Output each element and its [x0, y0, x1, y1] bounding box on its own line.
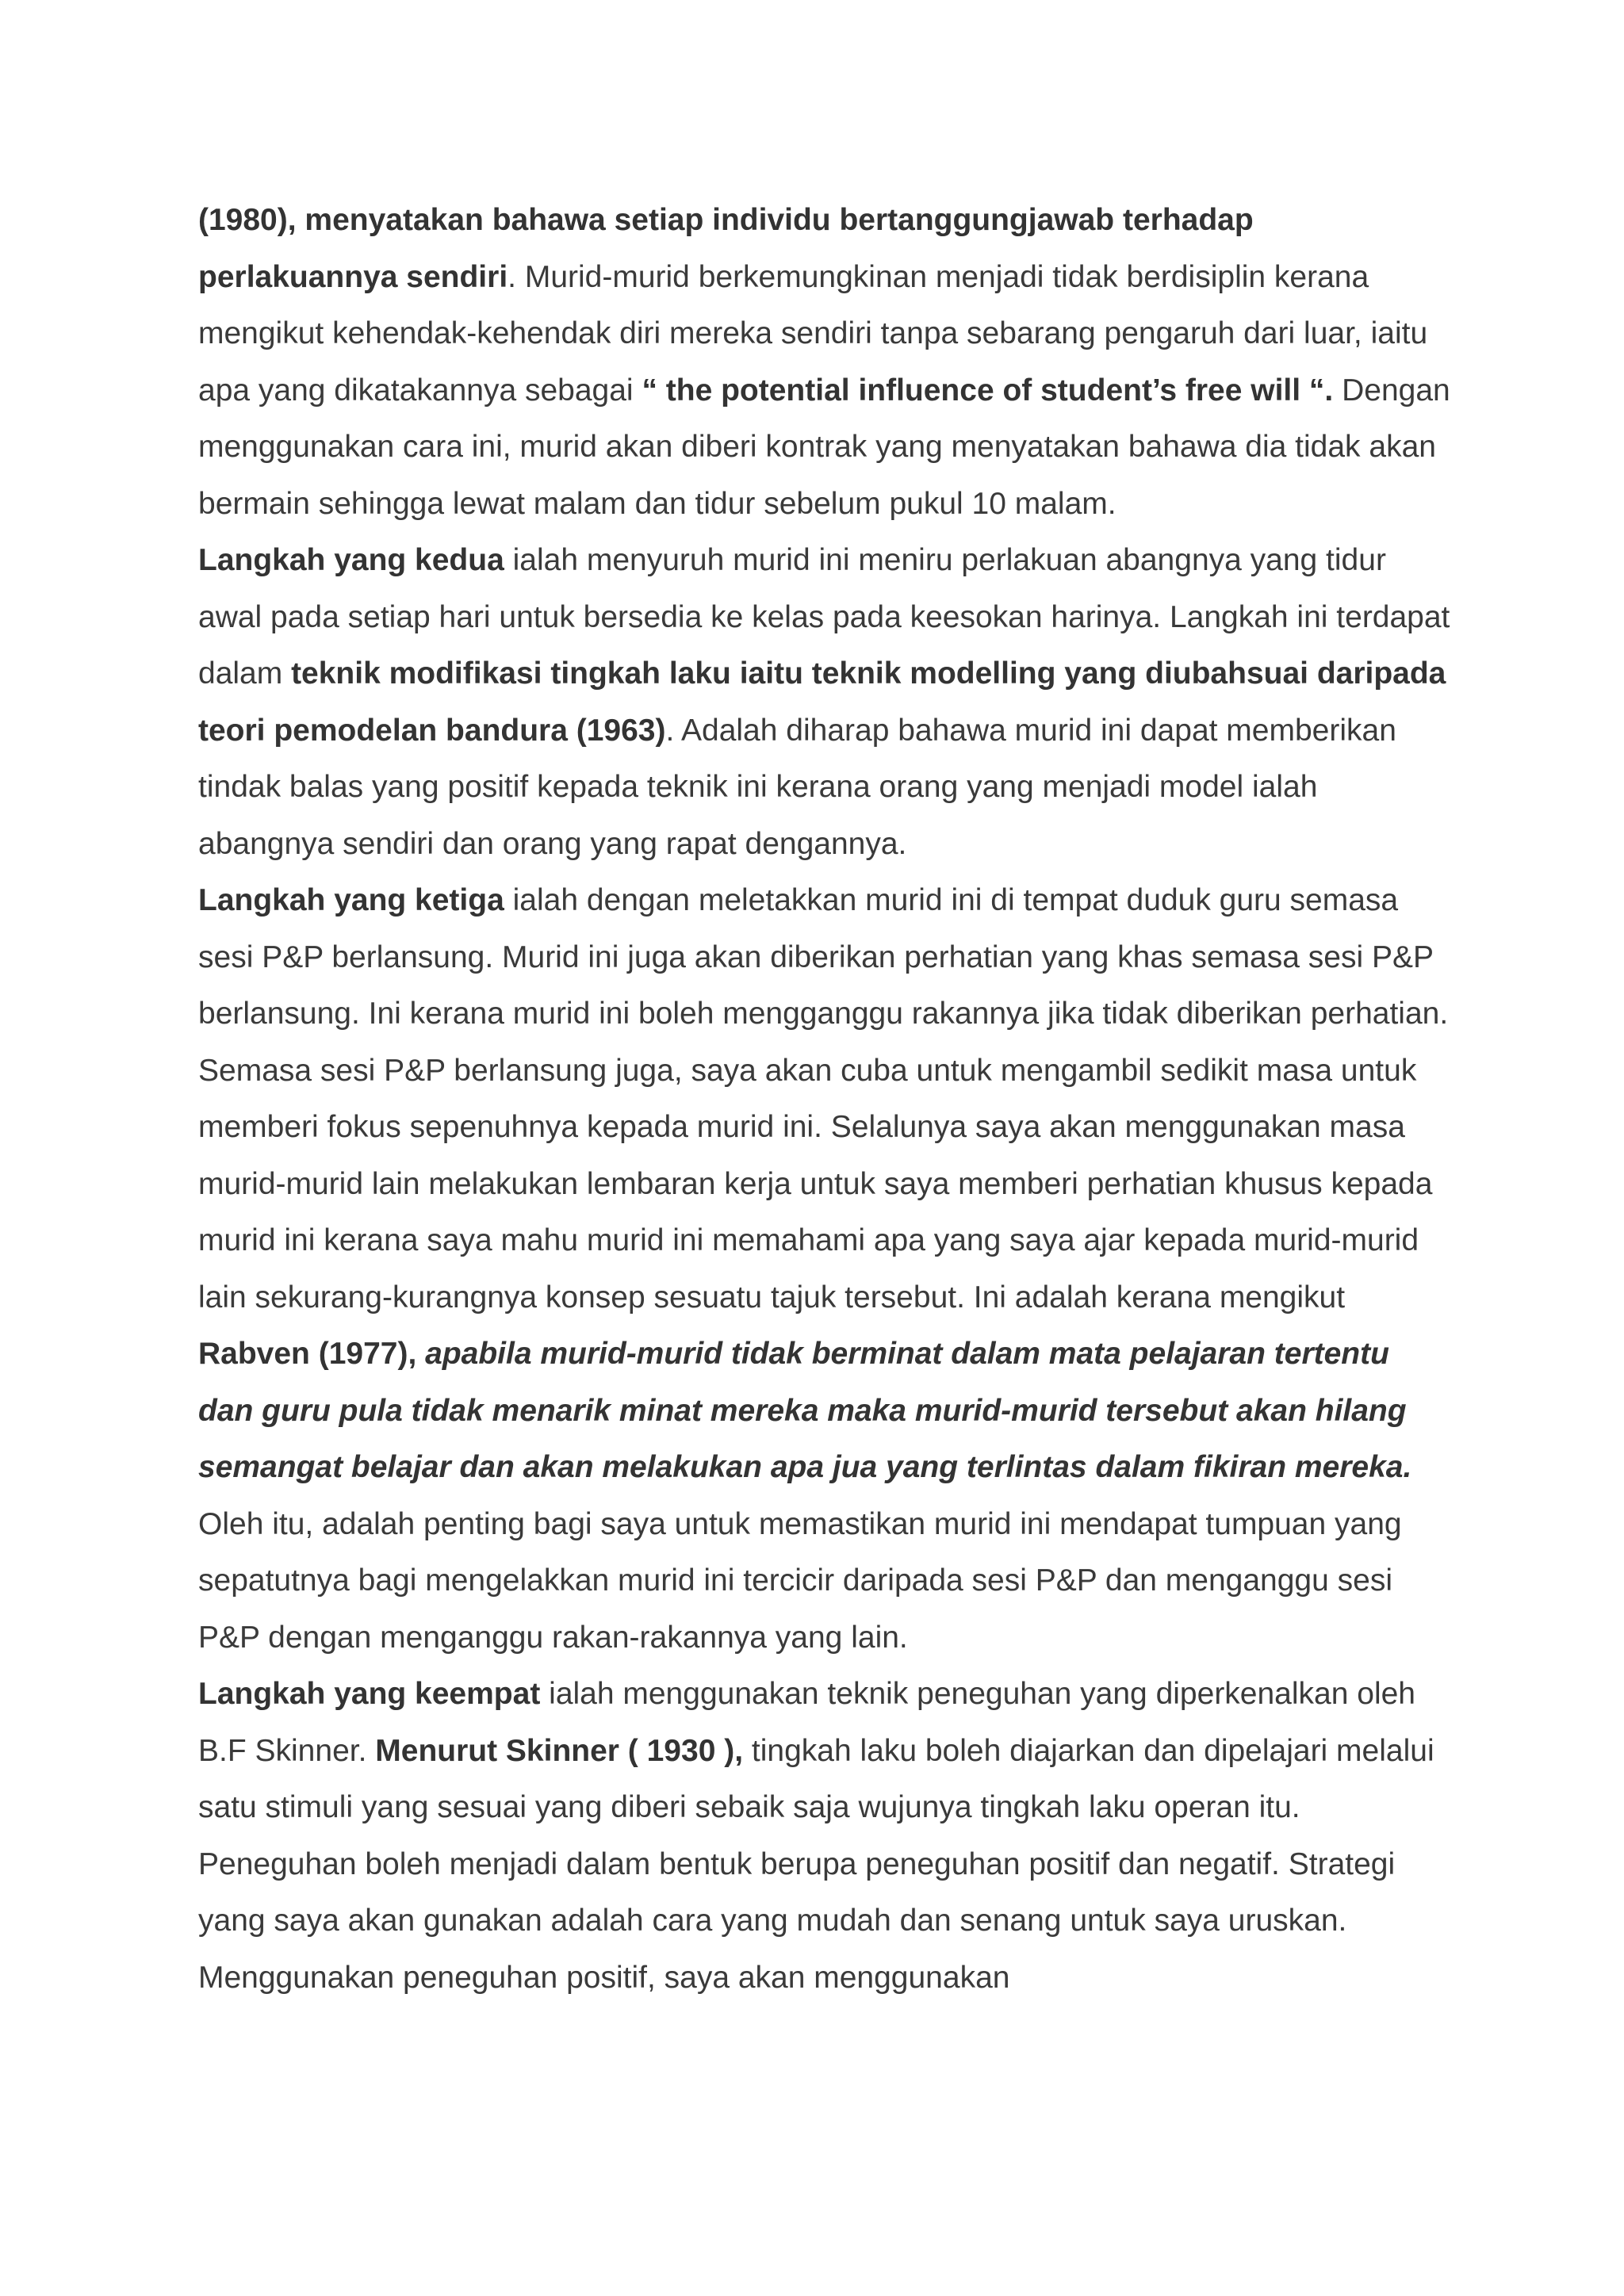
text-run: ialah menyuruh murid ini meniru perlakuan abangnya yang tidur awal pada setiap hari untuk bersedia ke kelas pada keesokan harinya. Langkah ini terdapat dalam — [198, 543, 1450, 691]
text-run: Menurut Skinner ( 1930 ), — [375, 1733, 744, 1768]
text-run: Rabven (1977), — [198, 1337, 417, 1371]
text-run: Langkah yang ketiga — [198, 883, 504, 917]
text-run: ialah menggunakan teknik peneguhan yang diperkenalkan oleh B.F Skinner. — [198, 1677, 1415, 1768]
document-body — [198, 192, 1451, 2006]
paragraph-intro — [198, 192, 1451, 532]
text-run: “ the potential influence of student’s free will “. — [642, 373, 1334, 408]
paragraph-langkah-ketiga — [198, 872, 1451, 1666]
text-run — [416, 1337, 425, 1371]
text-run: (1980), menyatakan bahawa setiap individu bertanggungjawab terhadap perlakuannya sendiri — [198, 203, 1254, 294]
text-run: Dengan menggunakan cara ini, murid akan diberi kontrak yang menyatakan bahawa dia tidak akan bermain sehingga lewat malam dan tidur sebelum pukul 10 malam. — [198, 373, 1450, 521]
text-run: Langkah yang keempat — [198, 1677, 541, 1711]
text-run: . Murid-murid berkemungkinan menjadi tidak berdisiplin kerana mengikut kehendak-kehendak diri mereka sendiri tanpa sebarang pengaruh dari luar, iaitu apa yang dikatakannya sebagai — [198, 259, 1428, 408]
text-run: . Adalah diharap bahawa murid ini dapat memberikan tindak balas yang positif kepada teknik ini kerana orang yang menjadi model ialah abangnya sendiri dan orang yang rapat dengannya. — [198, 713, 1396, 861]
text-run: Oleh itu, adalah penting bagi saya untuk memastikan murid ini mendapat tumpuan yang sepatutnya bagi mengelakkan murid ini tercicir daripada sesi P&P dan menganggu sesi P&P dengan menganggu rakan-rakannya yang lain. — [198, 1506, 1402, 1655]
paragraph-langkah-keempat — [198, 1666, 1451, 2006]
text-run: Langkah yang kedua — [198, 543, 504, 577]
text-run: teknik modifikasi tingkah laku iaitu teknik modelling yang diubahsuai daripada teori pemodelan bandura (1963) — [198, 656, 1446, 748]
paragraph-langkah-kedua — [198, 532, 1451, 872]
text-run-italic: apabila murid-murid tidak berminat dalam mata pelajaran tertentu dan guru pula tidak menarik minat mereka maka murid-murid tersebut akan hilang semangat belajar dan akan melakukan apa jua yang terlintas dalam fikiran mereka. — [198, 1337, 1412, 1484]
text-run: tingkah laku boleh diajarkan dan dipelajari melalui satu stimuli yang sesuai yang diberi sebaik saja wujunya tingkah laku operan itu. Peneguhan boleh menjadi dalam bentuk berupa peneguhan positif dan negatif. Strategi yang saya akan gunakan adalah cara yang mudah dan senang untuk saya uruskan. Menggunakan peneguhan positif, saya akan menggunakan — [198, 1733, 1434, 1995]
text-run: ialah dengan meletakkan murid ini di tempat duduk guru semasa sesi P&P berlansung. Murid ini juga akan diberikan perhatian yang khas semasa sesi P&P berlansung. Ini kerana murid ini boleh mengganggu rakannya jika tidak diberikan perhatian. Semasa sesi P&P berlansung juga, saya akan cuba untuk mengambil sedikit masa untuk memberi fokus sepenuhnya kepada murid ini. Selalunya saya akan menggunakan masa murid-murid lain melakukan lembaran kerja untuk saya memberi perhatian khusus kepada murid ini kerana saya mahu murid ini memahami apa yang saya ajar kepada murid-murid lain sekurang-kurangnya konsep sesuatu tajuk tersebut. Ini adalah kerana mengikut — [198, 883, 1449, 1314]
